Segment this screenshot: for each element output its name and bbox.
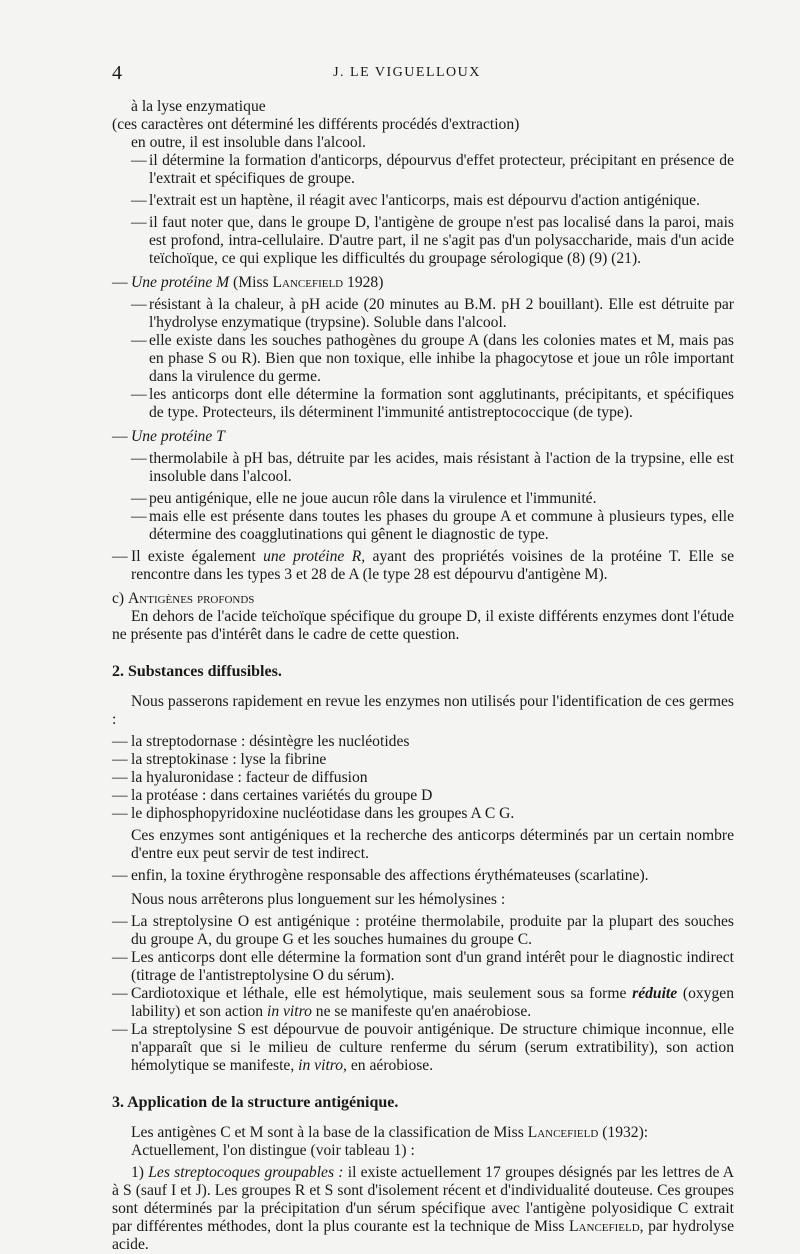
list-item: — Une protéine M (Miss Lancefield 1928)	[112, 274, 384, 291]
author-name: Lancefield	[272, 274, 344, 291]
text-run: ayant des propriétés voisines de la protéine T. Elle se rencontre dans les types 3 et 28 de A (le type 28 est dépourvu d'antigène M).	[131, 548, 735, 583]
text-run: (Miss	[229, 274, 273, 291]
text-run: il existe actuellement 17 groupes désignés par les lettres de A à S (sauf I et J). Les groupes R et S sont d'isolement récent et d'individualité douteuse. Ces groupes sont déterminés par la précipitation d'un sérum spécifique avec l'antigène polyosidique C extrait par différentes méthodes, dont la plus courante est la technique de Miss	[112, 1164, 735, 1235]
text-run: une protéine R,	[263, 548, 366, 565]
text-run: (oxygen lability) et son action	[131, 985, 734, 1020]
list-item: — La streptolysine O est antigénique : protéine thermolabile, produite par la plupart des souches du groupe A, du groupe G et les souches humaines du groupe C.	[112, 913, 734, 948]
list-item-text: le diphosphopyridoxine nucléotidase dans les groupes A C G.	[131, 805, 515, 822]
list-item-text: la streptodornase : désintègre les nucléotides	[131, 733, 410, 750]
text-run: La streptolysine S est dépourvue de pouvoir antigénique. De structure chimique inconnue, elle n'apparaît que si le milieu de culture renferme du sérum (serum extratibility), son action hémolytique se manifeste,	[131, 1021, 734, 1074]
paragraph: (ces caractères ont déterminé les différents procédés d'extraction)	[112, 116, 520, 133]
list-item-text: peu antigénique, elle ne joue aucun rôle dans la virulence et l'immunité.	[149, 490, 597, 507]
list-item: — enfin, la toxine érythrogène responsable des affections érythémateuses (scarlatine).	[112, 867, 649, 884]
text-run: ne se manifeste qu'en anaérobiose.	[311, 1003, 532, 1020]
list-item-text: la streptokinase : lyse la fibrine	[131, 751, 327, 768]
list-item: — Les anticorps dont elle détermine la formation sont d'un grand intérêt pour le diagnostic indirect (titrage de l'antistreptolysine O du sérum).	[112, 949, 734, 984]
list-item: — la streptokinase : lyse la fibrine	[112, 751, 327, 768]
text-run: Il existe également	[131, 548, 264, 565]
paragraph: Actuellement, l'on distingue (voir tableau 1) :	[131, 1142, 415, 1159]
text-run: c)	[112, 590, 129, 607]
list-item: — thermolabile à pH bas, détruite par les acides, mais résistant à l'action de la trypsine, elle est insoluble dans l'alcool.	[131, 450, 734, 485]
text-run: in vitro,	[298, 1057, 347, 1074]
list-item: — les anticorps dont elle détermine la formation sont agglutinants, précipitants, et spécifiques de type. Protecteurs, ils déterminent l'immunité antistreptococcique (de type).	[131, 386, 734, 421]
paragraph: En dehors de l'acide teïchoïque spécifique du groupe D, il existe différents enzymes dont l'étude ne présente pas d'intérêt dans le cadre de cette question.	[112, 608, 734, 643]
paragraph: à la lyse enzymatique	[131, 98, 266, 115]
section-heading: 3. Application de la structure antigénique.	[112, 1094, 399, 1111]
list-item-text: la protéase : dans certaines variétés du groupe D	[131, 787, 433, 804]
list-item-text: thermolabile à pH bas, détruite par les acides, mais résistant à l'action de la trypsine, elle est insoluble dans l'alcool.	[149, 450, 734, 485]
list-item-text: enfin, la toxine érythrogène responsable des affections érythémateuses (scarlatine).	[131, 867, 649, 884]
subheading: Une protéine M	[131, 274, 230, 291]
text-run: en aérobiose.	[346, 1057, 434, 1074]
paragraph: Ces enzymes sont antigéniques et la recherche des anticorps déterminés par un certain nombre d'entre eux peut servir de test indirect.	[131, 827, 734, 862]
page-header	[112, 62, 702, 86]
list-item-text: Les anticorps dont elle détermine la formation sont d'un grand intérêt pour le diagnostic indirect (titrage de l'antistreptolysine O du sérum).	[131, 949, 734, 984]
page-body	[112, 98, 734, 1254]
list-item: — Une protéine T	[112, 428, 225, 445]
list-item: — l'extrait est un haptène, il réagit avec l'anticorps, mais est dépourvu d'action antigénique.	[131, 192, 700, 209]
text-run: , par hydrolyse acide.	[112, 1218, 735, 1253]
list-item: — La streptolysine S est dépourvue de pouvoir antigénique. De structure chimique inconnue, elle n'apparaît que si le milieu de culture renferme du sérum (serum extratibility), son action hémolytique se manifeste, in vitro, en aérobiose.	[112, 1021, 734, 1074]
paragraph	[112, 1124, 734, 1142]
list-item-text: la hyaluronidase : facteur de diffusion	[131, 769, 368, 786]
text-run: Antigènes profonds	[128, 590, 255, 607]
section-heading: 2. Substances diffusibles.	[112, 663, 282, 680]
list-item-text: elle existe dans les souches pathogènes du groupe A (dans les colonies mates et M, mais pas en phase S ou R). Bien que non toxique, elle inhibe la phagocytose et joue un rôle important dans la virulence du germe.	[149, 332, 734, 385]
list-item-text: il faut noter que, dans le groupe D, l'antigène de groupe n'est pas localisé dans la paroi, mais est profond, intra-cellulaire. D'autre part, il ne s'agit pas d'un polysaccharide, mais d'un acide teïchoïque, ce qui explique les difficultés du groupage sérologique (8) (9) (21).	[149, 214, 734, 267]
list-item: — la hyaluronidase : facteur de diffusion	[112, 769, 368, 786]
list-item: — résistant à la chaleur, à pH acide (20 minutes au B.M. pH 2 bouillant). Elle est détruite par l'hydrolyse enzymatique (trypsine). Soluble dans l'alcool.	[131, 296, 734, 331]
text-run: 1)	[131, 1164, 149, 1181]
subheading: Une protéine T	[131, 428, 225, 445]
running-title: J. LE VIGUELLOUX	[333, 65, 481, 80]
list-item: — peu antigénique, elle ne joue aucun rôle dans la virulence et l'immunité.	[131, 490, 597, 507]
list-item: — Cardiotoxique et léthale, elle est hémolytique, mais seulement sous sa forme réduite (oxygen lability) et son action in vitro ne se manifeste qu'en anaérobiose.	[112, 985, 734, 1020]
text-run: in vitro	[266, 1003, 312, 1020]
list-item: — il faut noter que, dans le groupe D, l'antigène de groupe n'est pas localisé dans la paroi, mais est profond, intra-cellulaire. D'autre part, il ne s'agit pas d'un polysaccharide, mais d'un acide teïchoïque, ce qui explique les difficultés du groupage sérologique (8) (9) (21).	[131, 214, 734, 267]
list-item: — elle existe dans les souches pathogènes du groupe A (dans les colonies mates et M, mais pas en phase S ou R). Bien que non toxique, elle inhibe la phagocytose et joue un rôle important dans la virulence du germe.	[131, 332, 734, 385]
text-run: (1932):	[598, 1124, 649, 1141]
text-run: Cardiotoxique et léthale, elle est hémolytique, mais seulement sous sa forme	[131, 985, 633, 1002]
list-item: — Il existe également une protéine R, ayant des propriétés voisines de la protéine T. Elle se rencontre dans les types 3 et 28 de A (le type 28 est dépourvu d'antigène M).	[112, 548, 735, 583]
paragraph: Nous passerons rapidement en revue les enzymes non utilisés pour l'identification de ces germes :	[112, 693, 734, 728]
list-item-text: mais elle est présente dans toutes les phases du groupe A et commune à plusieurs types, elle détermine des coagglutinations qui gênent le diagnostic de type.	[149, 508, 734, 543]
subsection-heading	[112, 590, 734, 608]
paragraph: Nous nous arrêterons plus longuement sur les hémolysines :	[131, 891, 506, 908]
list-item: — il détermine la formation d'anticorps, dépourvus d'effet protecteur, précipitant en présence de l'extrait et spécifiques de groupe.	[131, 152, 734, 187]
text-run: Les antigènes C et M sont à la base de la classification de Miss	[131, 1124, 528, 1141]
text-run: 1928)	[343, 274, 384, 291]
list-item-text: il détermine la formation d'anticorps, dépourvus d'effet protecteur, précipitant en présence de l'extrait et spécifiques de groupe.	[149, 152, 734, 187]
list-item: — le diphosphopyridoxine nucléotidase dans les groupes A C G.	[112, 805, 515, 822]
list-item: — la streptodornase : désintègre les nucléotides	[112, 733, 410, 750]
list-item-text: les anticorps dont elle détermine la formation sont agglutinants, précipitants, et spécifiques de type. Protecteurs, ils déterminent l'immunité antistreptococcique (de type).	[149, 386, 734, 421]
list-item-text: La streptolysine O est antigénique : protéine thermolabile, produite par la plupart des souches du groupe A, du groupe G et les souches humaines du groupe C.	[131, 913, 734, 948]
list-item: — la protéase : dans certaines variétés du groupe D	[112, 787, 433, 804]
paragraph: en outre, il est insoluble dans l'alcool.	[131, 134, 366, 151]
page-number: 4	[112, 62, 122, 84]
text-run: Les streptocoques groupables :	[148, 1164, 344, 1181]
text-run: réduite	[632, 985, 678, 1002]
author-name: Lancefield	[569, 1218, 640, 1235]
list-item-text: l'extrait est un haptène, il réagit avec l'anticorps, mais est dépourvu d'action antigénique.	[149, 192, 700, 209]
paragraph	[112, 1164, 734, 1254]
author-name: Lancefield	[527, 1124, 599, 1141]
list-item-text: résistant à la chaleur, à pH acide (20 minutes au B.M. pH 2 bouillant). Elle est détruite par l'hydrolyse enzymatique (trypsine). Soluble dans l'alcool.	[149, 296, 734, 331]
list-item: — mais elle est présente dans toutes les phases du groupe A et commune à plusieurs types, elle détermine des coagglutinations qui gênent le diagnostic de type.	[131, 508, 734, 543]
